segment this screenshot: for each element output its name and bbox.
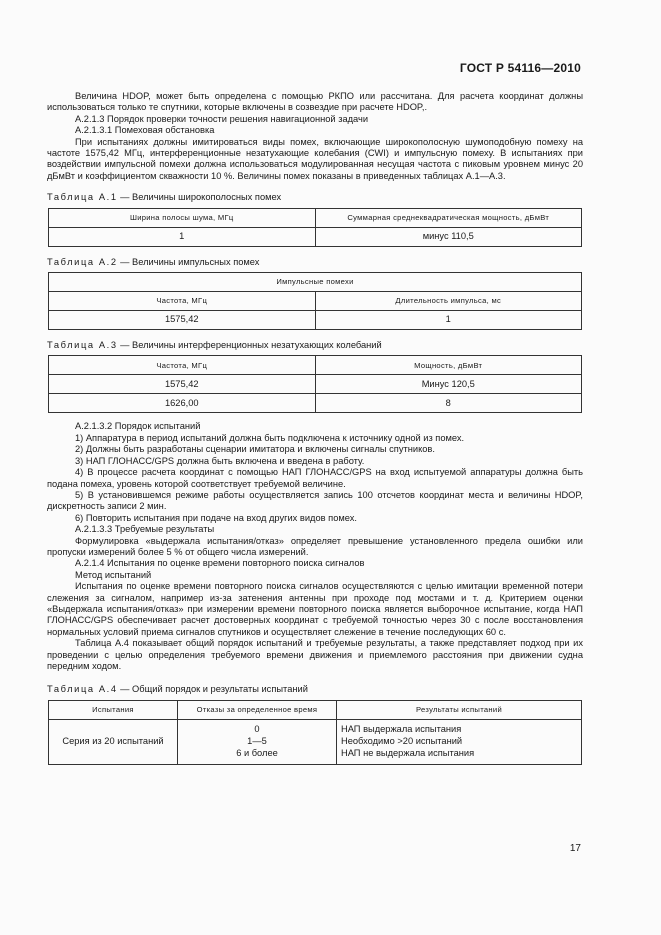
failures-value-2: 1—5	[247, 736, 267, 747]
table-a1	[48, 208, 582, 247]
table-a3-header-frequency: Частота, МГц	[49, 356, 316, 375]
table-a3-caption	[47, 340, 583, 351]
table-a1-caption	[47, 192, 583, 203]
page-number: 17	[569, 843, 581, 854]
table-a2-cell-frequency: 1575,42	[49, 311, 316, 330]
table-a1-cell-bandwidth: 1	[49, 227, 316, 246]
table-a3-label: Таблица А.3	[47, 340, 118, 351]
table-a1-header-power: Суммарная среднеквадратическая мощность, дБмВт	[315, 208, 582, 227]
table-a4-label: Таблица А.4	[47, 684, 118, 695]
procedure-step-4: 4) В процессе расчета координат с помощью НАП ГЛОНАСС/GPS на вход испытуемой аппаратуры должна быть подана помеха, уровень которой соответствует требуемой величине.	[47, 467, 583, 489]
table-a3	[48, 355, 582, 413]
section-a2-1-4: А.2.1.4 Испытания по оценке времени повторного поиска сигналов	[75, 558, 365, 569]
section-a2-1-3-1: А.2.1.3.1 Помеховая обстановка	[75, 125, 215, 136]
table-a4-header-results: Результаты испытаний	[337, 700, 582, 719]
table-a2-group-header: Импульсные помехи	[49, 273, 582, 292]
table-a2-cell-pulse-duration: 1	[315, 311, 582, 330]
document-code: ГОСТ Р 54116—2010	[459, 61, 581, 75]
page-content	[47, 91, 583, 765]
section-a2-1-3-2: А.2.1.3.2 Порядок испытаний	[75, 421, 201, 432]
procedure-step-1: 1) Аппаратура в период испытаний должна быть подключена к источнику одной из помех.	[75, 432, 465, 443]
table-a2-label: Таблица А.2	[47, 256, 118, 267]
paragraph-interference: При испытаниях должны имитироваться виды помех, включающие широкополосную шумоподобную помеху на частоте 1575,42 МГц, интерференционные незатухающие колебания (CWI) и импульсную помеху. В испытаниях при воздействии импульсной помехи должна использоваться модулированная несущая частота с пиковым уровнем минус 20 дБмВт и коэффициентом скважности 10 %. Величины помех показаны в приведенных таблицах А.1—А.3.	[47, 136, 583, 181]
table-a3-cell-frequency-2: 1626,00	[49, 394, 316, 413]
table-a4-caption	[47, 684, 583, 695]
table-a2-header-frequency: Частота, МГц	[49, 292, 316, 311]
table-a3-title: — Величины интерференционных незатухающих колебаний	[117, 340, 382, 351]
table-a4-cell-test-name: Серия из 20 испытаний	[49, 719, 178, 764]
table-a4-cell-results	[337, 719, 582, 764]
table-a1-header-bandwidth: Ширина полосы шума, МГц	[49, 208, 316, 227]
table-a4	[48, 700, 582, 765]
table-a3-cell-power-1: Минус 120,5	[315, 375, 582, 394]
failures-value-3: 6 и более	[236, 747, 278, 758]
paragraph-table-a4-intro: Таблица А.4 показывает общий порядок испытаний и требуемые результаты, а также представляет подход при их проведении с целью определения требуемого времени движения и приемлемого расстояния при движении судна передним ходом.	[47, 638, 583, 671]
section-a2-1-3: А.2.1.3 Порядок проверки точности решения навигационной задачи	[75, 113, 369, 124]
table-a4-title: — Общий порядок и результаты испытаний	[117, 684, 308, 695]
table-a3-cell-power-2: 8	[315, 394, 582, 413]
table-a2-caption	[47, 257, 583, 268]
table-a3-cell-frequency-1: 1575,42	[49, 375, 316, 394]
table-a2-title: — Величины импульсных помех	[117, 256, 260, 267]
result-value-3: НАП не выдержала испытания	[341, 747, 475, 758]
table-a2	[48, 272, 582, 330]
paragraph-hdop: Величина HDOP, может быть определена с помощью РКПО или рассчитана. Для расчета координат должны использоваться только те спутники, которые включены в созвездие при расчете HDOP,.	[47, 91, 583, 113]
subheading-test-method: Метод испытаний	[75, 569, 152, 580]
table-a3-header-power: Мощность, дБмВт	[315, 356, 582, 375]
procedure-step-2: 2) Должны быть разработаны сценарии имитатора и включены сигналы спутников.	[75, 444, 435, 455]
table-a2-header-pulse-duration: Длительность импульса, мс	[315, 292, 582, 311]
table-a1-cell-power: минус 110,5	[315, 227, 582, 246]
procedure-step-5: 5) В установившемся режиме работы осуществляется запись 100 отсчетов координат места и величины HDOP, дискретность записи 2 мин.	[47, 489, 583, 512]
table-a4-header-failures: Отказы за определенное время	[178, 700, 337, 719]
table-a4-header-tests: Испытания	[49, 700, 178, 719]
table-a1-label: Таблица А.1	[47, 192, 118, 203]
table-a1-title: — Величины широкополосных помех	[117, 192, 282, 203]
section-a2-1-3-3: А.2.1.3.3 Требуемые результаты	[75, 524, 215, 535]
result-value-2: Необходимо >20 испытаний	[341, 736, 463, 747]
procedure-step-6: 6) Повторить испытания при подаче на вход других видов помех.	[75, 512, 357, 523]
result-value-1: НАП выдержала испытания	[341, 724, 462, 735]
paragraph-pass-fail: Формулировка «выдержала испытания/отказ» определяет превышение установленного предела ошибки или пропуски измерений более 5 % от общего числа измерений.	[47, 535, 583, 557]
paragraph-reacquisition: Испытания по оценке времени повторного поиска сигналов осуществляются с целью имитации временной потери слежения за сигналом, например из-за затенения антенны при проходе под мостами и т. д. Критерием оценки «Выдержала испытания/отказ» при измерении времени повторного поиска является выборочное испытание, когда НАП ГЛОНАСС/GPS обеспечивает расчет достоверных координат с требуемой точностью через 30 с после восстановления нормальных условий приема сигналов спутников и осуществляет слежение в течение последующих 60 с.	[47, 581, 583, 637]
procedure-step-3: 3) НАП ГЛОНАСС/GPS должна быть включена и введена в работу.	[75, 455, 365, 466]
failures-value-1: 0	[254, 724, 260, 735]
table-a4-cell-failures	[178, 719, 337, 764]
